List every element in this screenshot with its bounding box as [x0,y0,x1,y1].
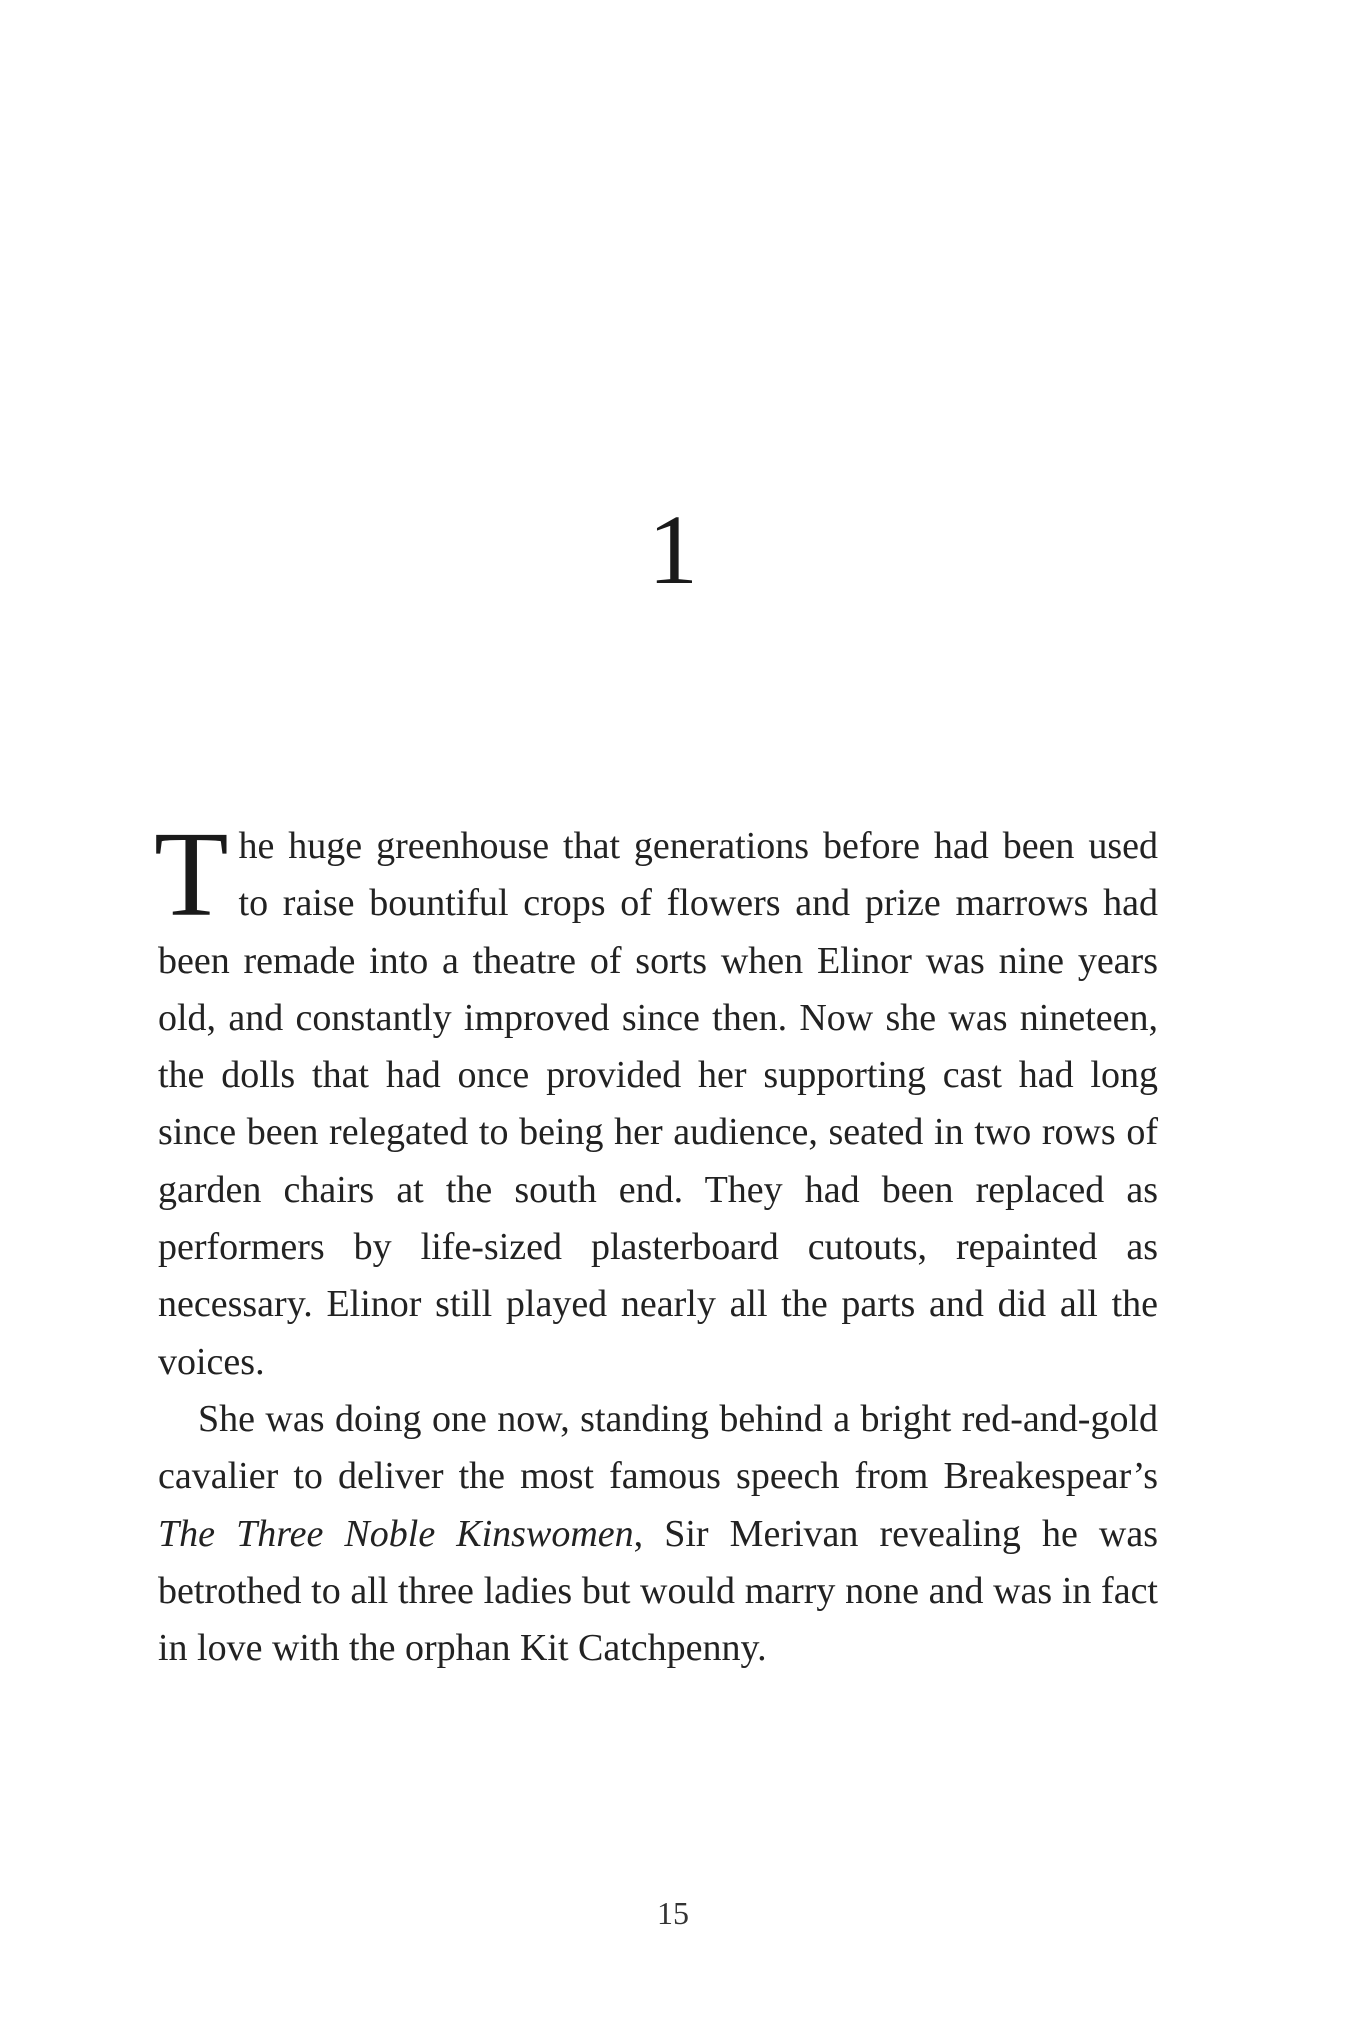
chapter-body [154,807,1158,1677]
chapter-number: 1 [648,494,698,605]
page-number: 15 [657,1895,689,1931]
paragraph-1 [154,807,1158,1391]
paragraph-2-text-before: She was doing one now, standing behind a bright red-and-gold cavalier to deliver the most famous speech from Breakespear’s [158,1397,1158,1498]
paragraph-2 [158,1391,1158,1677]
drop-cap: T [154,807,229,942]
paragraph-1-text: he huge greenhouse that generations before had been used to raise bountiful crops of flowers and prize marrows had been remade into a theatre of sorts when Elinor was nine years old, and constantly improved since then. Now she was nineteen, the dolls that had once provided her supporting cast had long since been relegated to being her audience, seated in two rows of garden chairs at the south end. They had been replaced as performers by life-sized plasterboard cutouts, repainted as necessary. Elinor still played nearly all the parts and did all the voices. [158,825,1158,1383]
book-title: The Three Noble Kinswomen [158,1512,634,1555]
paragraph-2-text-after: , Sir Merivan revealing he was betrothed to all three ladies but would marry none and was in fact in love with the orphan Kit Catchpenny. [158,1512,1158,1670]
